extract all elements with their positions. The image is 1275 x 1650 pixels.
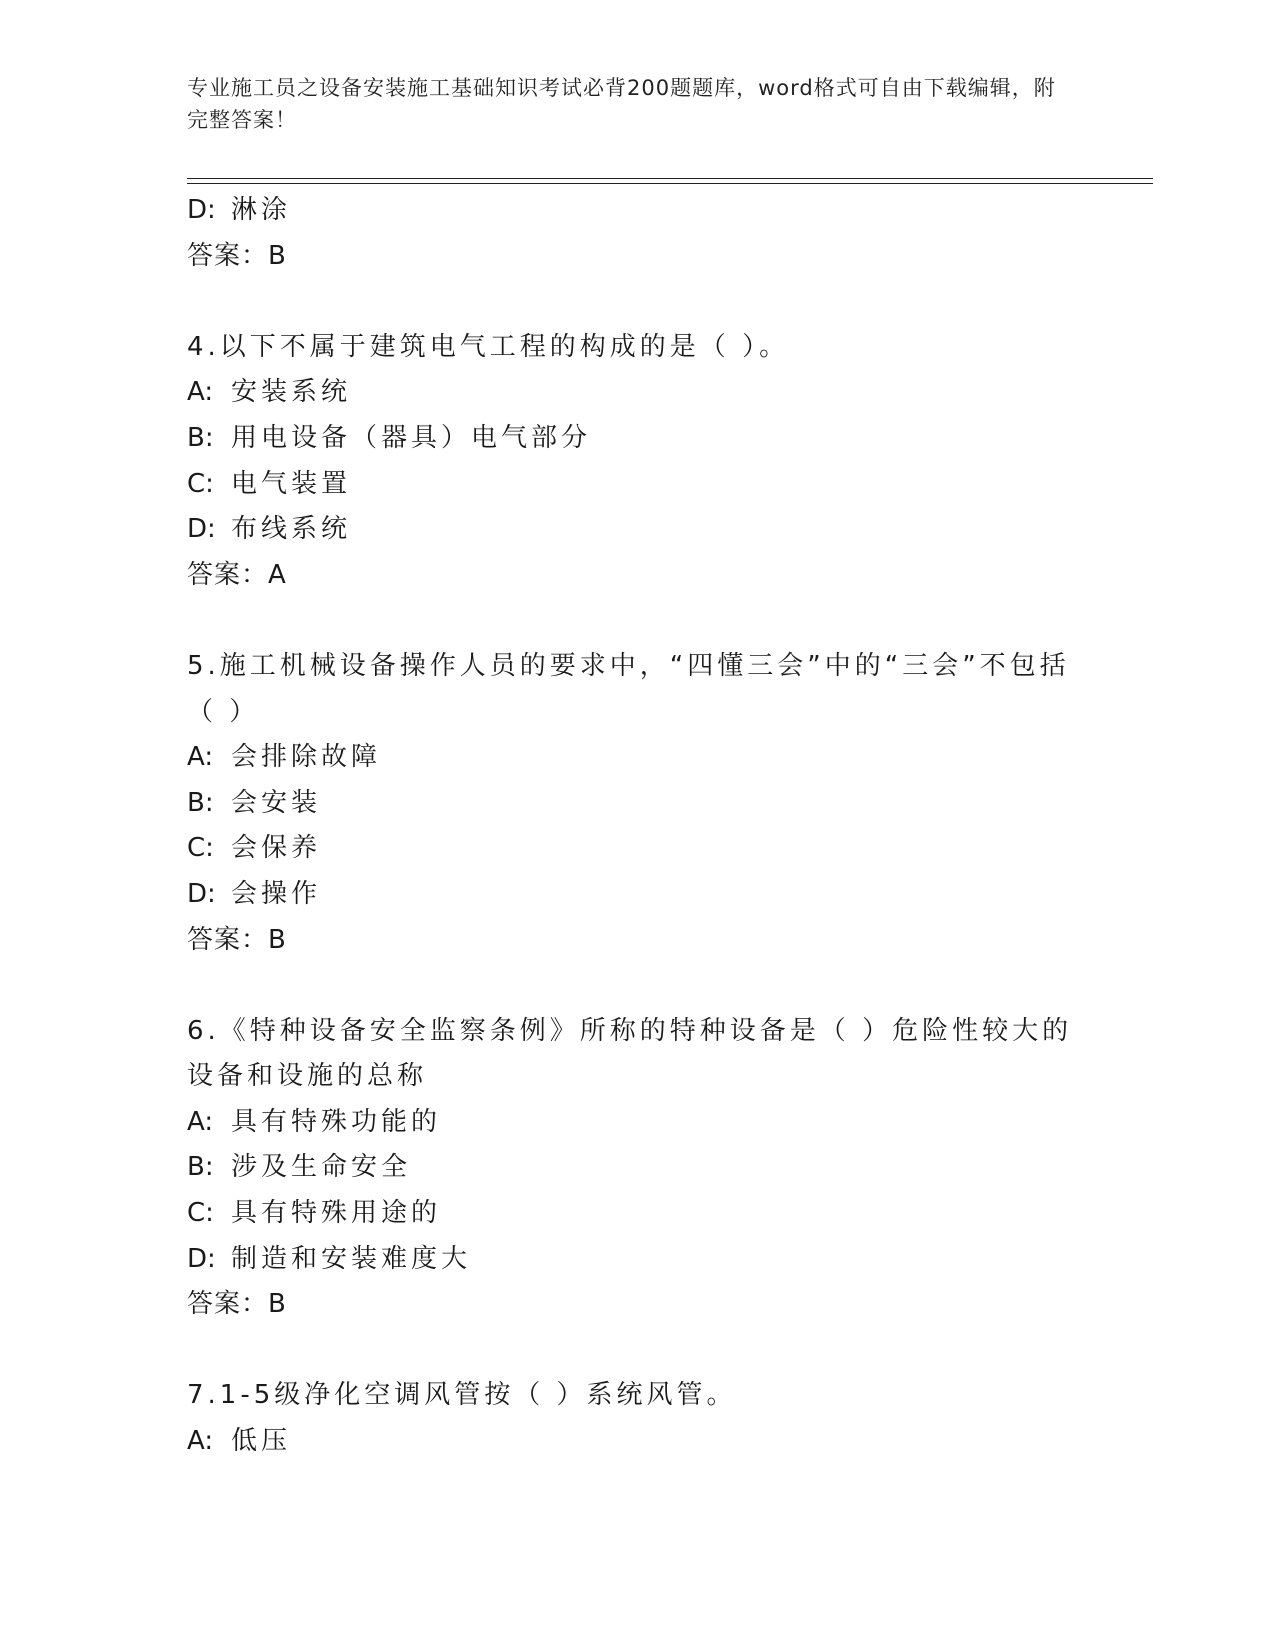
option-letter: C: [187, 468, 214, 499]
option-letter: B: [187, 787, 214, 818]
option-row [187, 735, 1087, 781]
option-row [187, 416, 1087, 462]
option-text: 低压 [231, 1426, 292, 1457]
answer-line: 答案：A [187, 559, 287, 590]
option-row [187, 826, 1087, 872]
option-row [187, 1100, 1087, 1146]
answer-line: 答案：B [187, 924, 287, 955]
option-row [187, 370, 1087, 416]
option-row [187, 1237, 1087, 1283]
option-row [187, 188, 1087, 234]
header-rule-bottom [187, 183, 1153, 184]
option-text: 会保养 [231, 833, 322, 864]
question-stem: 6.《特种设备安全监察条例》所称的特种设备是（ ）危险性较大的设备和设施的总称 [187, 1015, 1073, 1092]
option-letter: C: [187, 1198, 214, 1229]
option-text: 会操作 [231, 878, 322, 909]
option-row [187, 1145, 1087, 1191]
header-rule-top [187, 178, 1153, 179]
option-letter: C: [187, 833, 214, 864]
option-text: 电气装置 [231, 468, 352, 499]
option-text: 用电设备（器具）电气部分 [231, 422, 592, 453]
question-stem: 5.施工机械设备操作人员的要求中，“四懂三会”中的“三会”不包括（ ） [187, 650, 1070, 727]
option-text: 涉及生命安全 [231, 1152, 412, 1183]
answer-line: 答案：B [187, 240, 287, 271]
option-letter: A: [187, 742, 214, 773]
option-letter: A: [187, 377, 214, 408]
option-letter: B: [187, 422, 214, 453]
answer-line: 答案：B [187, 1289, 287, 1320]
option-text: 会安装 [231, 787, 322, 818]
option-letter: D: [187, 878, 216, 909]
option-letter: D: [187, 514, 216, 545]
option-row [187, 1191, 1087, 1237]
option-text: 具有特殊功能的 [231, 1106, 442, 1137]
option-text: 布线系统 [231, 514, 352, 545]
option-text: 制造和安装难度大 [231, 1243, 472, 1274]
option-row [187, 462, 1087, 508]
option-text: 淋涂 [231, 195, 292, 225]
option-letter: B: [187, 1152, 214, 1183]
question-stem: 4.以下不属于建筑电气工程的构成的是（ ）。 [187, 331, 790, 362]
option-letter: D: [187, 195, 216, 225]
option-row [187, 1419, 1087, 1465]
question-list [187, 188, 1087, 1465]
option-row [187, 507, 1087, 553]
option-text: 具有特殊用途的 [231, 1198, 442, 1229]
question-stem: 7.1-5级净化空调风管按（ ）系统风管。 [187, 1380, 737, 1411]
option-text: 会排除故障 [231, 742, 382, 773]
option-row [187, 872, 1087, 918]
option-letter: A: [187, 1426, 214, 1457]
option-letter: A: [187, 1106, 214, 1137]
option-row [187, 781, 1087, 827]
option-letter: D: [187, 1243, 216, 1274]
option-text: 安装系统 [231, 377, 352, 408]
page-header: 专业施工员之设备安装施工基础知识考试必背200题题库，word格式可自由下载编辑，附完整答案！ [187, 76, 1056, 132]
